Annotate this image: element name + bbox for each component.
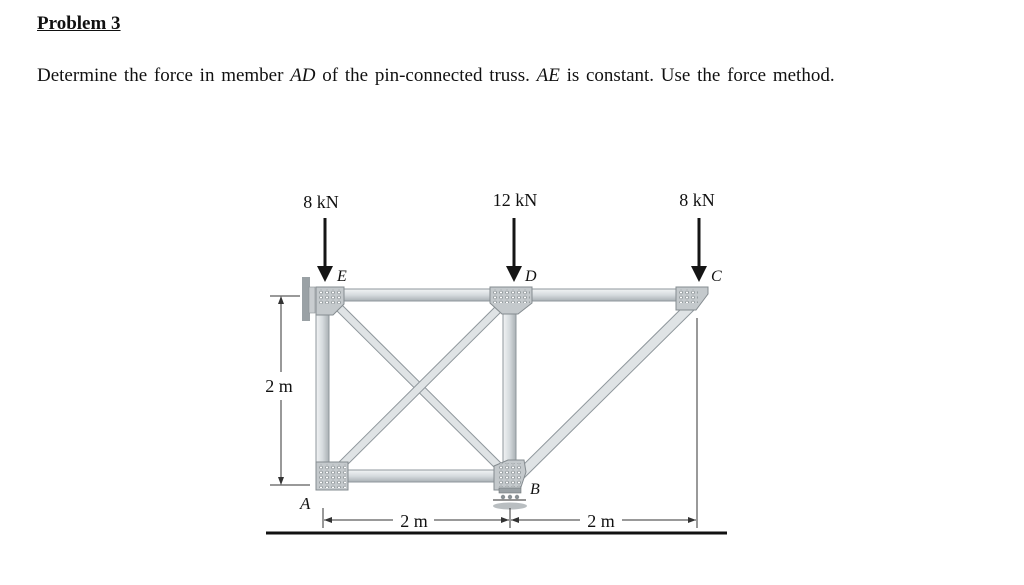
dim-label-height: 2 m (265, 376, 293, 396)
ae-ref: AE (536, 65, 560, 86)
node-label-e: E (337, 268, 347, 285)
dimension-lines (270, 296, 697, 528)
dim-label-span-right: 2 m (587, 511, 615, 531)
node-label-a: A (300, 494, 311, 513)
load-arrow-e (317, 218, 333, 282)
statement-part-3: is constant. Use the force method. (559, 65, 835, 86)
dim-label-span-left: 2 m (400, 511, 428, 531)
member-bc (514, 300, 697, 481)
statement-part-2: of the pin-connected truss. (315, 65, 537, 86)
member-ed (336, 289, 496, 301)
wall-support (302, 277, 315, 321)
statement-part-1: Determine the force in member (37, 65, 291, 86)
member-ad-ref: AD (290, 65, 316, 86)
node-label-b: B (530, 481, 540, 498)
member-dc (524, 289, 684, 301)
member-db (503, 300, 516, 470)
member-ea (316, 300, 329, 470)
truss-members (316, 289, 697, 482)
problem-heading: Problem 3 (37, 13, 121, 34)
load-label-c: 8 kN (679, 190, 715, 210)
load-arrow-d (506, 218, 522, 282)
node-label-c: C (711, 268, 722, 285)
load-label-e: 8 kN (303, 192, 339, 212)
member-ab (336, 470, 496, 482)
pin-support-b (493, 488, 527, 510)
load-arrow-c (691, 218, 707, 282)
node-label-d: D (525, 268, 537, 285)
load-arrows (317, 218, 707, 282)
load-label-d: 12 kN (492, 190, 538, 210)
